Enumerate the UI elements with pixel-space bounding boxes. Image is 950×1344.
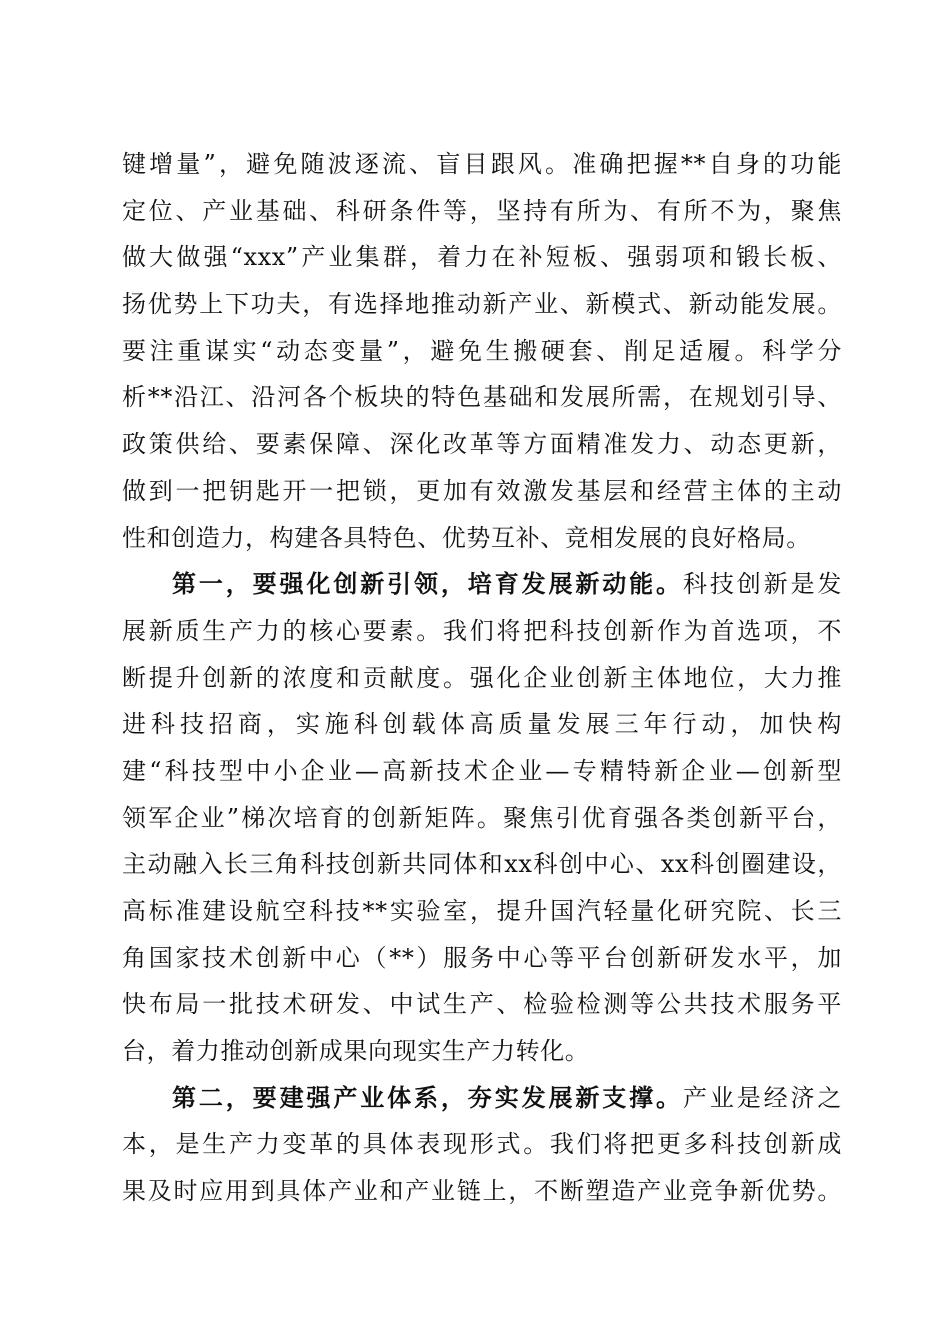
text-line: 析**沿江、沿河各个板块的特色基础和发展所需，在规划引导、: [122, 383, 842, 412]
text-line: 主动融入长三角科技创新共同体和xx科创中心、xx科创圈建设，: [122, 850, 842, 879]
text-line: 高标准建设航空科技**实验室，提升国汽轻量化研究院、长三: [122, 897, 842, 925]
paragraph-industry: [122, 1075, 842, 1215]
paragraph-text: 科技创新是发: [682, 570, 842, 599]
text-line: 做到一把钥匙开一把锁，更加有效激发基层和经营主体的主动: [122, 476, 842, 505]
text-line: 台，着力推动创新成果向现实生产力转化。: [122, 1037, 590, 1066]
paragraph-innovation: [122, 561, 842, 1075]
paragraph-heading: 第一，要强化创新引领，培育发展新动能。: [172, 569, 683, 599]
text-line: 快布局一批技术研发、中试生产、检验检测等公共技术服务平: [122, 990, 842, 1019]
paragraph-first-line: [122, 1075, 842, 1122]
text-line: 展新质生产力的核心要素。我们将把科技创新作为首选项，不: [122, 616, 842, 645]
paragraph-first-line: [122, 561, 842, 608]
text-line: 扬优势上下功夫，有选择地推动新产业、新模式、新动能发展。: [122, 290, 842, 319]
paragraph-continuation: [122, 141, 842, 561]
text-line: 断提升创新的浓度和贡献度。强化企业创新主体地位，大力推: [122, 663, 842, 692]
text-line: 政策供给、要素保障、深化改革等方面精准发力、动态更新，: [122, 430, 842, 459]
text-line: 性和创造力，构建各具特色、优势互补、竞相发展的良好格局。: [122, 523, 811, 552]
text-line: 做大做强“xxx”产业集群，着力在补短板、强弱项和锻长板、: [122, 243, 842, 272]
text-line: 进科技招商，实施科创载体高质量发展三年行动，加快构: [122, 710, 842, 739]
document-body: [122, 141, 842, 1215]
text-line: 建“科技型中小企业—高新技术企业—专精特新企业—创新型: [122, 756, 842, 785]
text-line: 领军企业”梯次培育的创新矩阵。聚焦引优育强各类创新平台，: [122, 803, 842, 832]
text-line: 键增量”，避免随波逐流、盲目跟风。准确把握**自身的功能: [122, 150, 842, 178]
text-line: 要注重谋实“动态变量”，避免生搬硬套、削足适履。科学分: [122, 336, 842, 365]
text-line: 果及时应用到具体产业和产业链上，不断塑造产业竞争新优势。: [122, 1177, 842, 1206]
text-line: 定位、产业基础、科研条件等，坚持有所为、有所不为，聚焦: [122, 196, 842, 225]
text-line: 本，是生产力变革的具体表现形式。我们将把更多科技创新成: [122, 1130, 842, 1159]
text-line: 角国家技术创新中心（**）服务中心等平台创新研发水平，加: [122, 943, 842, 972]
paragraph-heading: 第二，要建强产业体系，夯实发展新支撑。: [172, 1082, 683, 1112]
paragraph-text: 产业是经济之: [682, 1083, 842, 1112]
